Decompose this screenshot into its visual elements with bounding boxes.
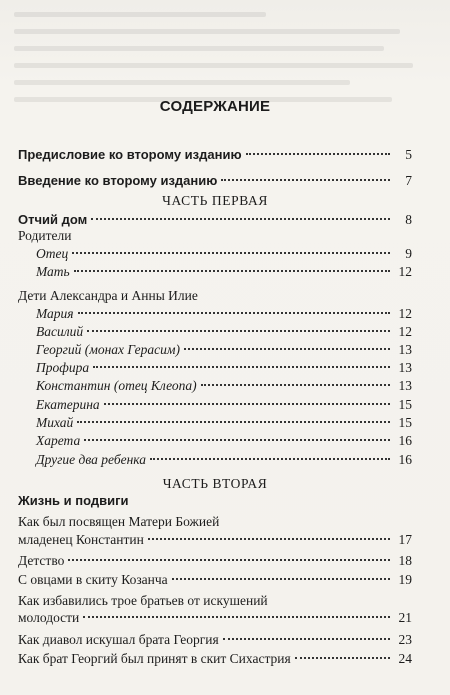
toc-entry[interactable] — [18, 609, 412, 627]
dot-leader — [104, 403, 390, 405]
page-number: 15 — [398, 397, 412, 412]
toc-entry[interactable] — [36, 341, 412, 359]
toc-entry-text: Как брат Георгий был принят в скит Сихастрия — [18, 651, 291, 666]
page-number: 7 — [405, 173, 412, 188]
toc-entry[interactable] — [36, 359, 412, 377]
toc-entry-text: Другие два ребенка — [36, 452, 147, 467]
toc-entry-text: Георгий (монах Герасим) — [36, 342, 181, 357]
toc-entry[interactable] — [36, 377, 412, 395]
page-number: 18 — [398, 553, 412, 568]
part-heading: ЧАСТЬ ВТОРАЯ — [162, 476, 268, 491]
toc-entry-text: С овцами в скиту Козанча — [18, 572, 168, 587]
dot-leader — [172, 578, 390, 580]
dot-leader — [295, 657, 390, 659]
page-number: 13 — [398, 378, 412, 393]
page-number: 17 — [398, 532, 412, 547]
toc-entry-text: молодости — [18, 610, 80, 625]
toc-entry-text: Как диавол искушал брата Георгия — [18, 632, 219, 647]
toc-entry-text: Константин (отец Клеопа) — [36, 378, 197, 393]
toc-entry[interactable] — [36, 451, 412, 469]
toc-entry-text: Профира — [36, 360, 90, 375]
page-number: 5 — [405, 147, 412, 162]
toc-entry[interactable] — [36, 414, 412, 432]
dot-leader — [246, 153, 390, 155]
dot-leader — [91, 218, 390, 220]
toc-entry-line: Как избавились трое братьев от искушений — [18, 593, 268, 608]
dot-leader — [148, 538, 390, 540]
toc-section: Жизнь и подвиги — [18, 493, 129, 508]
page-number: 12 — [398, 264, 412, 279]
page-number: 9 — [405, 246, 412, 261]
dot-leader — [221, 179, 390, 181]
toc-title: СОДЕРЖАНИЕ — [159, 98, 271, 115]
toc-entry[interactable] — [36, 323, 412, 341]
page-number: 8 — [405, 212, 412, 227]
dot-leader — [74, 270, 390, 272]
toc-entry-text: младенец Константин — [18, 532, 144, 547]
dot-leader — [93, 366, 390, 368]
dot-leader — [68, 559, 390, 561]
dot-leader — [77, 421, 390, 423]
page-number: 16 — [398, 452, 412, 467]
toc-entry-text: Введение ко второму изданию — [18, 173, 218, 188]
page-number: 13 — [398, 342, 412, 357]
toc-group-label: Родители — [18, 228, 72, 243]
dot-leader — [201, 384, 390, 386]
dot-leader — [72, 252, 390, 254]
dot-leader — [78, 312, 390, 314]
toc-entry[interactable] — [18, 650, 412, 668]
page-number: 23 — [398, 632, 412, 647]
dot-leader — [223, 638, 390, 640]
dot-leader — [150, 458, 390, 460]
dot-leader — [83, 616, 390, 618]
toc-entry-text: Мать — [36, 264, 70, 279]
dot-leader — [87, 330, 390, 332]
page-number: 12 — [398, 324, 412, 339]
toc-entry[interactable] — [36, 396, 412, 414]
toc-entry[interactable] — [36, 263, 412, 281]
toc-entry[interactable] — [18, 571, 412, 589]
toc-entry-text: Василий — [36, 324, 84, 339]
page-number: 19 — [398, 572, 412, 587]
toc-entry[interactable] — [18, 552, 412, 570]
toc-entry-text: Екатерина — [36, 397, 100, 412]
toc-group-label: Дети Александра и Анны Илие — [18, 288, 198, 303]
toc-entry[interactable] — [36, 245, 412, 263]
toc-entry-text: Отец — [36, 246, 69, 261]
toc-entry[interactable] — [18, 146, 412, 164]
toc-entry[interactable] — [18, 531, 412, 549]
part-heading: ЧАСТЬ ПЕРВАЯ — [162, 193, 268, 208]
dot-leader — [84, 439, 390, 441]
toc-entry[interactable] — [36, 305, 412, 323]
toc-entry-text: Отчий дом — [18, 212, 88, 227]
toc-entry-text: Михай — [36, 415, 74, 430]
toc-entry[interactable] — [18, 172, 412, 190]
toc-entry-text: Предисловие ко второму изданию — [18, 147, 242, 162]
toc-entry-text: Мария — [36, 306, 74, 321]
page-number: 15 — [398, 415, 412, 430]
toc-entry[interactable] — [18, 631, 412, 649]
toc-entry-text: Харета — [36, 433, 81, 448]
page-number: 12 — [398, 306, 412, 321]
toc-section[interactable] — [18, 211, 412, 229]
page-number: 21 — [398, 610, 412, 625]
toc-entry[interactable] — [36, 432, 412, 450]
page-number: 24 — [398, 651, 412, 666]
page-number: 13 — [398, 360, 412, 375]
dot-leader — [184, 348, 390, 350]
page-number: 16 — [398, 433, 412, 448]
toc-entry-text: Детство — [18, 553, 65, 568]
toc-entry-line: Как был посвящен Матери Божией — [18, 514, 220, 529]
